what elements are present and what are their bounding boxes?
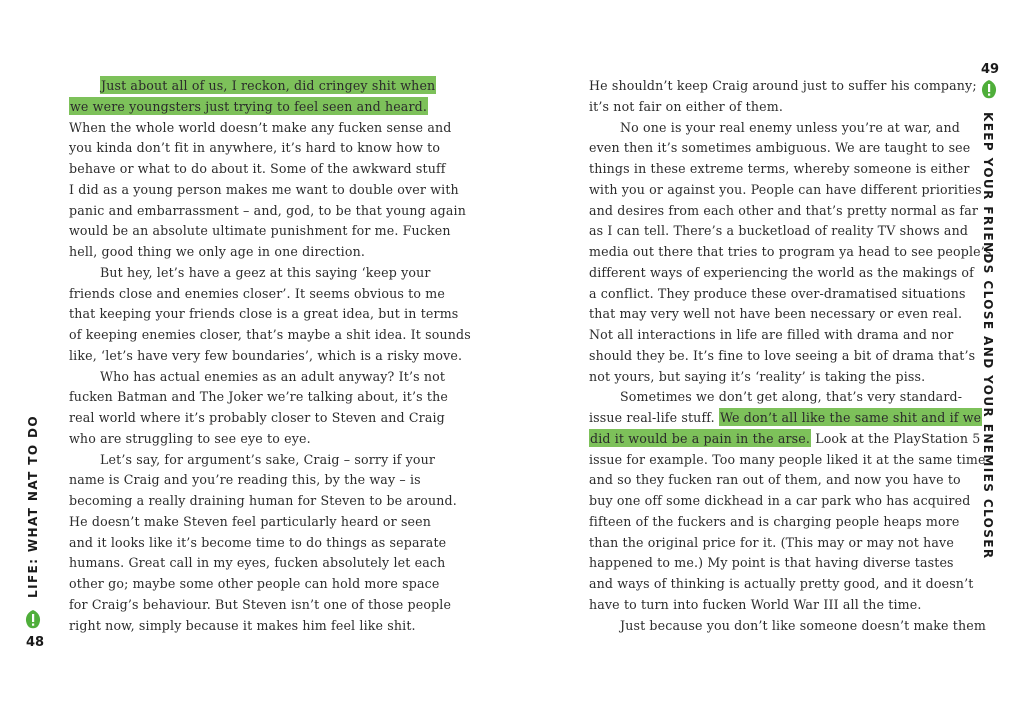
text-line: and ways of thinking is actually pretty good, and it doesn’t (589, 576, 974, 591)
text-line: real world where it’s probably closer to Steven and Craig (69, 410, 445, 425)
text-line: panic and embarrassment – and, god, to be that young again (69, 202, 466, 218)
text-line: Who has actual enemies as an adult anyway? It’s not (100, 368, 446, 384)
text-line: issue for example. Too many people liked it at the same time (589, 451, 986, 467)
text-line: as I can tell. There’s a bucketload of reality TV shows and (589, 223, 969, 239)
right-running-title: KEEP YOUR FRIENDS CLOSE AND YOUR ENEMIES CLOSER (981, 112, 995, 560)
text-line: other go; maybe some other people can hold more space (69, 576, 440, 591)
text-line: things in these extreme terms, whereby someone is either (589, 161, 970, 176)
text-line: Not all interactions in life are filled with drama and nor (589, 327, 954, 342)
text-line: it’s not fair on either of them. (589, 98, 783, 114)
left-page-number: 48 (26, 635, 45, 650)
text-line: for Craig’s behaviour. But Steven isn’t one of those people (69, 596, 452, 612)
text-line: not yours, but saying it’s ‘reality’ is taking the piss. (589, 368, 926, 384)
text-line: friends close and enemies closer’. It seems obvious to me (69, 285, 445, 301)
text-line: right now, simply because it makes him feel like shit. (69, 617, 416, 633)
text-line: media out there that tries to program ya head to see people’s (589, 244, 992, 259)
text-line (589, 408, 982, 429)
text-line: When the whole world doesn’t make any fucken sense and (69, 119, 452, 135)
text-line: happened to me.) My point is that having diverse tastes (589, 555, 954, 571)
highlighted-passage: We don’t all like the same shit and if we (719, 410, 982, 425)
text-line: fifteen of the fuckers and is charging people heaps more (589, 513, 960, 529)
right-page-number: 49 (981, 62, 1000, 77)
left-running-title: LIFE: WHAT NAT TO DO (26, 415, 40, 598)
text-line: humans. Great call in my eyes, fucken absolutely let each (69, 555, 446, 571)
text-line: hell, good thing we only age in one direction. (69, 244, 365, 259)
text-line: and so they fucken ran out of them, and now you have to (589, 472, 961, 488)
text-line: different ways of experiencing the world as the makings of (589, 264, 974, 280)
text-line: behave or what to do about it. Some of the awkward stuff (69, 161, 446, 176)
text-fragment: Look at the PlayStation 5 (815, 430, 981, 446)
text-line: He shouldn’t keep Craig around just to suffer his company; (589, 78, 977, 93)
text-line: should they be. It’s fine to love seeing a bit of drama that’s (589, 347, 976, 363)
text-line: and desires from each other and that’s pretty normal as far (589, 202, 979, 218)
highlighted-passage: did it would be a pain in the arse. (590, 430, 811, 446)
text-line: have to turn into fucken World War III all the time. (589, 596, 922, 612)
text-line: even then it’s sometimes ambiguous. We are taught to see (589, 140, 971, 156)
text-line: Let’s say, for argument’s sake, Craig – sorry if your (100, 451, 436, 467)
right-running-header (975, 62, 1011, 560)
text-line: Sometimes we don’t get along, that’s very standard- (620, 389, 963, 405)
highlighted-passage: we were youngsters just trying to feel seen and heard. (70, 98, 427, 114)
text-line: fucken Batman and The Joker we’re talking about, it’s the (69, 389, 449, 405)
text-line: you kinda don’t fit in anywhere, it’s hard to know how to (69, 140, 441, 156)
highlighted-passage: Just about all of us, I reckon, did cringey shit when (101, 78, 436, 93)
text-fragment: issue real-life stuff. (589, 410, 715, 425)
text-line: like, ‘let’s have very few boundaries’, which is a risky move. (69, 347, 463, 363)
text-line: name is Craig and you’re reading this, by the way – is (69, 472, 421, 488)
text-line: who are struggling to see eye to eye. (69, 430, 311, 446)
text-line: buy one off some dickhead in a car park who has acquired (589, 493, 971, 508)
text-line: becoming a really draining human for Steven to be around. (69, 493, 457, 508)
text-line: would be an absolute ultimate punishment for me. Fucken (69, 223, 451, 239)
text-line: with you or against you. People can have different priorities (589, 181, 982, 197)
text-line: and it looks like it’s become time to do things as separate (69, 534, 447, 550)
text-line: I did as a young person makes me want to double over with (69, 181, 459, 197)
text-line: that keeping your friends close is a great idea, but in terms (69, 306, 459, 322)
green-leaf-exclamation-icon (980, 80, 998, 104)
text-line (589, 429, 981, 450)
text-line: Just because you don’t like someone doesn’t make them (620, 617, 986, 633)
text-line: No one is your real enemy unless you’re at war, and (620, 119, 960, 135)
text-line: of keeping enemies closer, that’s maybe a shit idea. It sounds (69, 327, 471, 342)
text-line: But hey, let’s have a geez at this saying ‘keep your (100, 264, 431, 280)
text-line: a conflict. They produce these over-dramatised situations (589, 285, 966, 301)
text-line: He doesn’t make Steven feel particularly heard or seen (69, 513, 432, 529)
text-line: that may very well not have been necessary or even real. (589, 306, 963, 322)
text-line: than the original price for it. (This may or may not have (589, 534, 954, 550)
